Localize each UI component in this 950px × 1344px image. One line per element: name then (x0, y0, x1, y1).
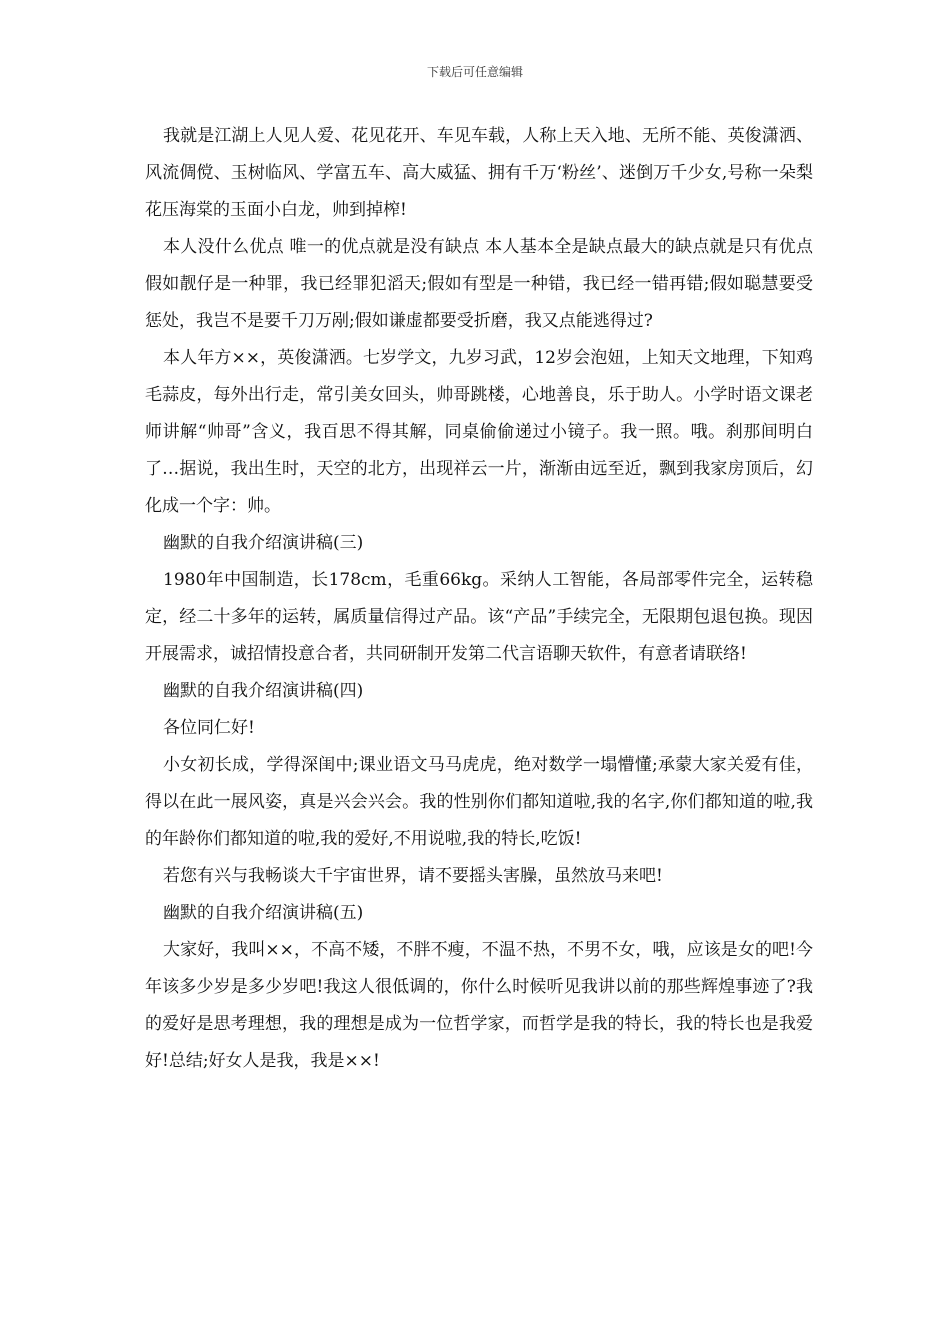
paragraph-intro-1: 我就是江湖上人见人爱、花见花开、车见车载，人称上天入地、无所不能、英俊潇洒、风流倜傥、玉树临风、学富五车、高大威猛、拥有千万‘粉丝’、迷倒万千少女,号称一朵梨花压海棠的玉面小白龙，帅到掉榨! (145, 126, 813, 220)
section-heading-4: 幽默的自我介绍演讲稿(四) (163, 681, 364, 701)
paragraph-section-4-closing: 若您有兴与我畅谈大千宇宙世界，请不要摇头害臊，虽然放马来吧! (163, 866, 663, 886)
paragraph-intro-2: 本人没什么优点 唯一的优点就是没有缺点 本人基本全是缺点最大的缺点就是只有优点假如靓仔是一种罪，我已经罪犯滔天;假如有型是一种错，我已经一错再错;假如聪慧要受惩处，我岂不是要千刀万剐;假如谦虚都要受折磨，我又点能逃得过? (145, 237, 813, 331)
section-heading-5: 幽默的自我介绍演讲稿(五) (163, 903, 364, 923)
paragraph-intro-3: 本人年方××，英俊潇洒。七岁学文，九岁习武，12岁会泡妞，上知天文地理，下知鸡毛蒜皮，每外出行走，常引美女回头，帅哥跳楼，心地善良，乐于助人。小学时语文课老师讲解“帅哥”含义，我百思不得其解，同桌偷偷递过小镜子。我一照。哦。刹那间明白了…据说，我出生时，天空的北方，出现祥云一片，渐渐由远至近，飘到我家房顶后，幻化成一个字：帅。 (145, 348, 813, 516)
paragraph-greeting: 各位同仁好! (163, 718, 255, 738)
section-heading-3: 幽默的自我介绍演讲稿(三) (163, 533, 364, 553)
paragraph-section-3: 1980年中国制造，长178cm，毛重66kg。采纳人工智能，各局部零件完全，运转稳定，经二十多年的运转，属质量信得过产品。该“产品”手续完全，无限期包退包换。现因开展需求，诚招情投意合者，共同研制开发第二代言语聊天软件，有意者请联络! (145, 570, 813, 664)
paragraph-section-4-body: 小女初长成，学得深闺中;课业语文马马虎虎，绝对数学一塌懵懂;承蒙大家关爱有佳，得以在此一展风姿，真是兴会兴会。我的性别你们都知道啦,我的名字,你们都知道的啦,我的年龄你们都知道的啦,我的爱好,不用说啦,我的特长,吃饭! (145, 755, 813, 849)
document-body (145, 118, 813, 1080)
paragraph-section-5: 大家好，我叫××，不高不矮，不胖不瘦，不温不热，不男不女，哦，应该是女的吧!今年该多少岁是多少岁吧!我这人很低调的，你什么时候听见我讲以前的那些辉煌事迹了?我的爱好是思考理想，我的理想是成为一位哲学家，而哲学是我的特长，我的特长也是我爱好!总结;好女人是我，我是××! (145, 940, 813, 1071)
page-header: 下载后可任意编辑 (426, 65, 523, 79)
